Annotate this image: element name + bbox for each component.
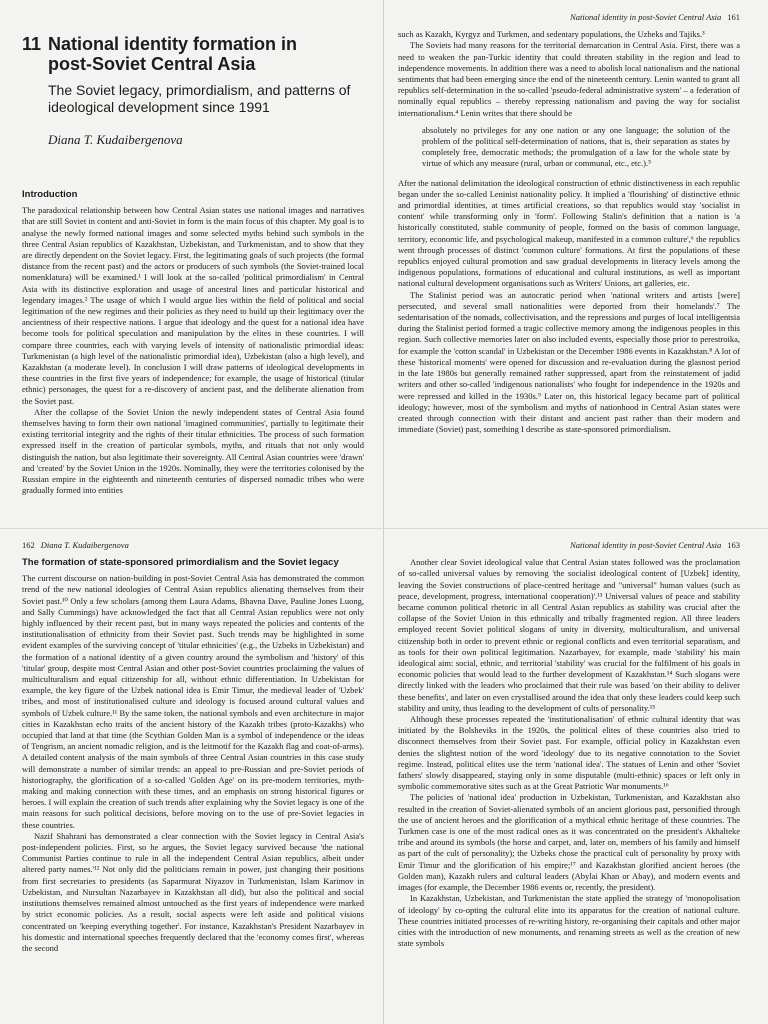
page-162 bbox=[22, 540, 364, 1020]
paragraph: such as Kazakh, Kyrgyz and Turkmen, and sedentary populations, the Uzbeks and Tajiks.³ bbox=[398, 29, 705, 40]
chapter-author: Diana T. Kudaibergenova bbox=[48, 132, 183, 147]
running-head bbox=[22, 540, 364, 551]
running-head-title: Diana T. Kudaibergenova bbox=[40, 540, 129, 550]
page-number: 162 bbox=[22, 540, 35, 550]
section-heading: The formation of state-sponsored primordialism and the Soviet legacy bbox=[22, 557, 339, 569]
chapter-title bbox=[22, 34, 364, 74]
paragraph: The current discourse on nation-building in post-Soviet Central Asia has demonstrated the common trend of the new national ideologies of Central Asian republics alienating themselves from their Soviet past.¹⁰ Only a few scholars (among them Laura Adams, Bhavna Dave, Pauline Jones Luong, and Sally Cummings) have acknowledged the fact that all Central Asian republics were not only highly influenced by their recent past, but in many ways repeated the policies and contents of the institutionalisation of ethnicity from their Soviet past. Such trends may be highlighted in some evident examples of the surviving concept of 'titular ethnicities' (e.g., the Uzbeks in Uzbekistan) and the formation of a national identity of a given country around the symbolism and 'history' of this 'titular' group, despite most Central Asian and other post-Soviet countries proclaiming the values of multiculturalism and equal citizenship for all, without ethnic differentiation. In Uzbekistan for example, the key figure of the Uzbek national idea is Emir Timur, the medieval leader of 'Uzbek' tribes, and most of institutionalised culture and ideology is focused around cultural values and symbols of Uzbek culture.¹¹ By the same token, the national symbols and even architecture in major cities in Kazakhstan echo traits of the ancient history of the Kazakh tribes (proto-Kazakhs) who occupied that land at that time (the Scythian Golden Man is a symbol of independence or the ideas of Tengrism, an ancient nomadic religion, and is the leitmotif for the Kazakh flag and coat-of-arms). A detailed content analysis of the main symbols of three Central Asian countries in this case study will demonstrate a number of similar trends: an appeal to pre-Russian and pre-Soviet periods of historiography, the glorification of a so-called 'Golden Age' on its pre-modern territories, myth-making and making connection with these times, and an emphasis on strong historical figures or heroes. I will explain the creation of such trends after explaining why the Soviet legacy is one of the main reasons for such political decisions, before moving on to the use of pre-Soviet legacies in these countries. bbox=[22, 573, 364, 830]
paragraph: The paradoxical relationship between how Central Asian states use national images and narratives that are still Soviet in content and anti-Soviet in form is the main focus of this chapter. My goal is to analyse the newly formed national images and some selected myths behind such symbols in the three Central Asian republics of Kazakhstan, Uzbekistan, and Turkmenistan, and to show that they are directly dependent on the Soviet legacy. First, the legitimating goals of such projects (the formal distance from the recent past) and the actors or producers of such symbols (the Soviet-trained local nomenklatura) will be examined.¹ I will look at the so-called 'political primordialism' in Central Asia with its distinctive exploration and usage of ancestral lines and particular historical and legendary images.² The usage of which I would argue lies within the field of political and social legitimation of the new regimes and their policies as they need to build up their legitimacy over the ancientness of their respective nations. I argue that ideology and the quest for a national idea have become tools for political speculation and manipulation by the elites in these countries. I will compare three countries, each with varying levels of intensity of nationalistic primordial ideas: Turkmenistan (a high level of the nationalistic primordial idea), Uzbekistan (also a high level), and Kazakhstan (a moderate level). In conclusion I will draw patterns of ideological developments in these countries in the first five years of independence; for example, the usage of historical (titular ethnic) personages, the quest for a re-discovery of ancient past, and the deliberate alienation from the Soviet past. bbox=[22, 205, 364, 406]
paragraph: Nazif Shahrani has demonstrated a clear connection with the Soviet legacy in Central Asia's post-independent policies. First, so he argues, the Soviet legacy survived because 'the national Communist Parties continue to rule in all the independent Central Asian republics, albeit under altered party names.'¹² Not only did the politicians remain in power, just changing their positions from first secretaries to presidents (as Saparmurat Niyazov in Turkmenistan, Islam Karimov in Uzbekistan, and Nursultan Nazarbayev in Kazakhstan all did), but also the political and social institutions themselves remained almost untouched as the first years of independence were marked by strict economic policies. As a result, social aspects were left aside and political visions concentrated on 'keeping everything together'. For instance, Kazakhstan's President Nazarbayev in his domestic and international speeches frequently declared that the 'economy comes first', whereas the second bbox=[22, 830, 364, 953]
page-161 bbox=[398, 12, 740, 517]
block-quote: absolutely no privileges for any one nation or any one language; the solution of the problem of the political self-determination of nations, that is, their separation as states by completely free, democratic methods; the promulgation of a law for the whole state by virtue of which any measure (rural, urban or communal, etc., etc.).⁵ bbox=[422, 124, 730, 169]
page-163 bbox=[398, 540, 740, 1020]
section-heading: Introduction bbox=[22, 189, 78, 201]
chapter-title-line2: post-Soviet Central Asia bbox=[48, 54, 256, 74]
running-head-title: National identity in post-Soviet Central Asia bbox=[570, 540, 722, 550]
paragraph: The Soviets had many reasons for the territorial demarcation in Central Asia. First, there was a need to weaken the pan-Turkic identity that could threaten stability in the region and lead to independence movements. In addition there was a need to abolish local nationalism and the national sentiments that had been emerging since the end of the nineteenth century. Lenin wanted to grant all republics self-determination in the so-called 'pseudo-federal administrative system' – a federation of nominally equal republics – thereby repressing nationalism and paving the way for socialist internationalism.⁴ Lenin writes that there should be bbox=[398, 40, 740, 118]
paragraph: The policies of 'national idea' production in Uzbekistan, Turkmenistan, and Kazakhstan also resulted in the creation of Soviet-alienated symbols of an ancient glorious past, personified through the use of ancient heroes and the glorification of a mythical ethnic heritage of these countries. The Turkmen case is one of the most radical ones as it was concentrated on the president's Akhalteke tribe and around its symbols (the horse and carpet, and, later on, members of his family and himself as part of the cult of personality); the Uzbeks chose the practical cult of personality by proxy with Emir Timur and the glorification of his empire;¹⁷ and Kazakhstan glorified ancient heroes (the Golden man), Kazakh rulers and cultural leaders (Abylai Khan or Abay), and modern events and images (for example, the December 1986 events or, recently, the president). bbox=[398, 792, 740, 893]
paragraph: The Stalinist period was an autocratic period when 'national writers and artists [were] persecuted, and several small nationalities were deported from their homelands'.⁷ The sedentarisation of the nomads, collectivisation, and the repressions and purges of local intelligentsia during the Stalinist period formed a tragic collective memory among the indigenous peoples in this region. Such collective memories later on also included events, especially those prior to perestroika, for example the 'cotton scandal' in Uzbekistan or the December 1986 events in Kazakhstan.⁸ A lot of these 'historical moments' were opened for discussion and re-evaluation during the glasnost period in the late 1980s but generally remained rather suppressed, apart from the reinstatement of jadid writers and other so-called 'indigenous nationalists' who fought for independence in the 1920s and were repressed and killed in the 1930s.⁹ Later on, this historical legacy became part of political ideology; however, most of the symbolism and myths of nationhood in Central Asian states were created through connection with their distant and ancient past rather than their modern and immediate (Soviet) past, something I describe as state-sponsored primordialism. bbox=[398, 289, 740, 435]
running-head bbox=[398, 12, 740, 23]
paragraph: After the national delimitation the ideological construction of ethnic distinctiveness in each republic began under the so-called Leninist nationality policy. It implied a 'flourishing' of distinctive ethnic and primordial identities, at times artificial creations, so that republics would stay 'socialist in content' while transforming only in 'form'. Following Stalin's definition that a nation is 'a historically constituted, stable community of people, formed on the basis of common language, territory, economic life, and psychological makeup, manifested in a common culture',⁶ the republics went through processes of distinct 'common culture' formations. At first the populations of these republics enjoyed cultural promotion and saw gradual developments in literacy levels among the indigenous populations, formations of educational and cultural institutions, as well as important national cultural development organisations such as Writers' Unions, art galleries, etc. bbox=[398, 177, 740, 289]
chapter-title-line1: National identity formation in bbox=[48, 34, 298, 54]
running-head-title: National identity in post-Soviet Central Asia bbox=[570, 12, 722, 22]
page-gutter bbox=[383, 0, 384, 1024]
paragraph: Although these processes repeated the 'institutionalisation' of ethnic cultural identity that was initiated by the Bolsheviks in the 1920s, the political elites of these countries also tried to disconnect themselves from their Soviet past. For example, official policy in Kazakhstan even denies the slightest notion of the word 'ideology' due to its negative connotation to the Soviet regime. Instead, political elites use the term 'national idea'. The statues of Lenin and other 'Soviet fathers' slowly disappeared, staying only in some disputable (multi-ethnic) spaces or left only in symbolic commemorative sites such as at the Great Patriotic War monuments.¹⁶ bbox=[398, 714, 740, 792]
page-160 bbox=[22, 12, 364, 517]
page-separator bbox=[0, 528, 768, 529]
chapter-subtitle: The Soviet legacy, primordialism, and patterns of ideological development since 1991 bbox=[48, 82, 351, 115]
page-number: 163 bbox=[727, 540, 740, 550]
page-number: 161 bbox=[727, 12, 740, 22]
paragraph: In Kazakhstan, Uzbekistan, and Turkmenistan the state applied the strategy of 'monopolisation of ideology' by co-opting the cultural elite into its apparatus for the creation of national culture. These countries initiated processes of re-writing history, re-organising their capitals and other major cities with the introduction of new monuments, and renaming streets as well as the creation of new state symbols bbox=[398, 893, 740, 949]
chapter-number: 11 bbox=[22, 34, 42, 54]
paragraph: Another clear Soviet ideological value that Central Asian states followed was the proclamation of so-called universal values by removing 'the socialist ideological content of [Uzbek] identity, leaving the Soviet constructions of place-centred heritage and "universal" human values (such as peace, development, progress, international cooperation)'.¹³ Universal values of peace and stability became common political rhetoric in all Central Asian republics as stability was crucial after the collapse of the Soviet Union in this ethnically and tribally fragmented region. All three leaders employed recent Soviet political slogans of unity in diversity, multiculturalism, and universal citizenship both in order to prevent ethnic or regional conflicts and even territorial separatism, and as tools for their own political legitimation. Nazarbayev, for example, made 'stability' his main ideological aim: social, ethnic, and territorial 'stability' was crucial for the fulfilment of his goals in economic policies that would lead to the further development of Kazakhstan.¹⁴ Such slogans were directly linked with the leaders who proclaimed that their rule was based 'on their ability to deliver these benefits', and later on even crystallised around the idea that only these leaders could keep such stability and unity, thus leading to the development of cults of personality.¹⁵ bbox=[398, 557, 740, 713]
paragraph: After the collapse of the Soviet Union the newly independent states of Central Asia found themselves having to form their own national 'imagined communities', partially to legitimate their existing territorial integrity and the rights of their titular ethnicities. The process of such formation expressed itself in the creation of particular symbols, myths, and rituals that not only would distinguish the nation, but also legitimate their sovereignty. All Central Asian countries were 'drawn' and 'created' by the Soviet Union in the 1920s. Nominally, they were the territories colonised by the Russian empire in the eighteenth and nineteenth centuries of dispersed nomadic tribes who were gradually formed into entities bbox=[22, 406, 364, 496]
running-head bbox=[398, 540, 740, 551]
